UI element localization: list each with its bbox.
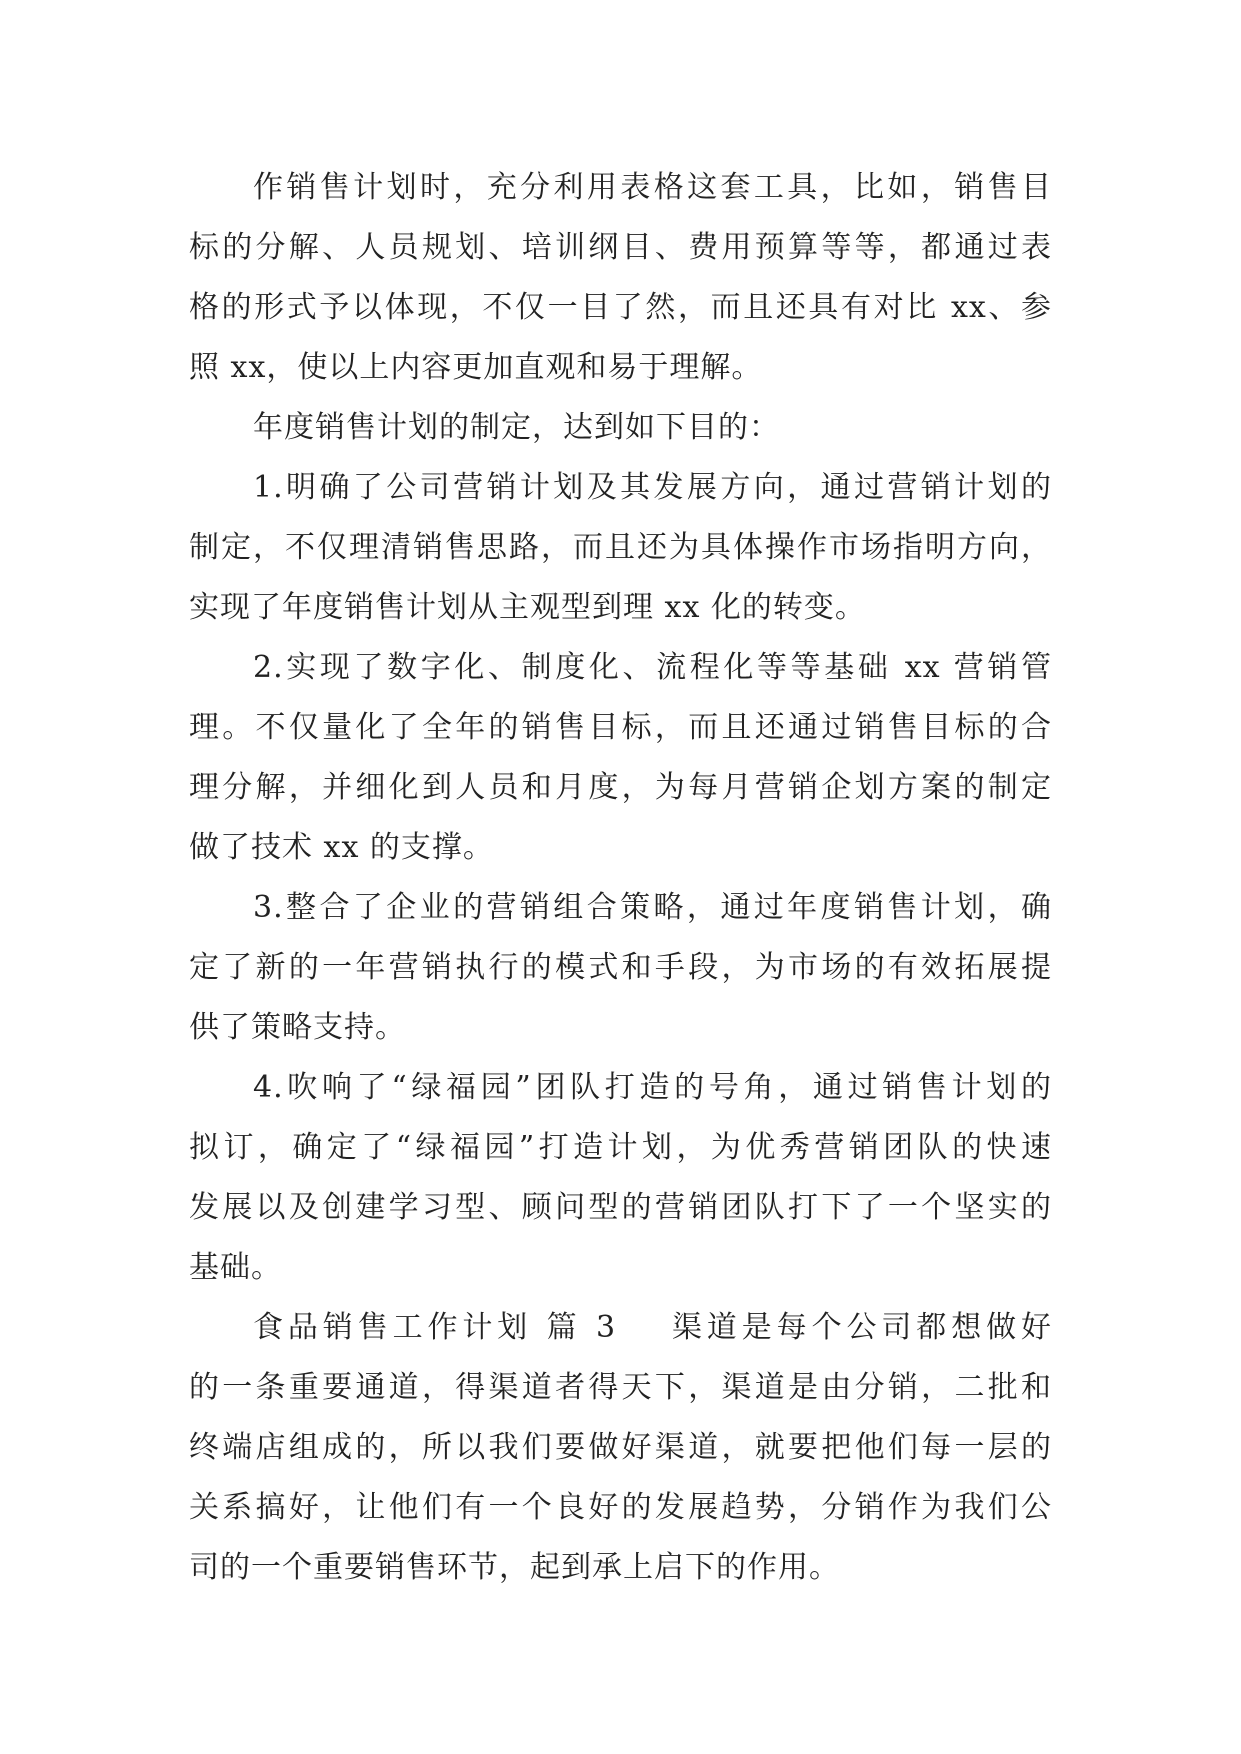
paragraph-line: 定了新的一年营销执行的模式和手段，为市场的有效拓展提 — [189, 950, 1052, 985]
paragraph-line: 照 xx，使以上内容更加直观和易于理解。 — [189, 350, 763, 385]
paragraph-line: 关系搞好，让他们有一个良好的发展趋势，分销作为我们公 — [189, 1490, 1052, 1525]
paragraph — [189, 158, 1052, 398]
paragraph-line: 2.实现了数字化、制度化、流程化等等基础 xx 营销管 — [253, 650, 1052, 685]
paragraph-line: 作销售计划时，充分利用表格这套工具，比如，销售目 — [253, 170, 1052, 205]
paragraph — [189, 398, 1052, 458]
paragraph-line: 理。不仅量化了全年的销售目标，而且还通过销售目标的合 — [189, 710, 1052, 745]
numbered-paragraph — [189, 878, 1052, 1058]
paragraph-line: 终端店组成的，所以我们要做好渠道，就要把他们每一层的 — [189, 1430, 1052, 1465]
paragraph-line: 发展以及创建学习型、顾问型的营销团队打下了一个坚实的 — [189, 1190, 1052, 1225]
paragraph-line: 做了技术 xx 的支撑。 — [189, 830, 494, 865]
section-heading-line — [189, 1298, 1052, 1358]
paragraph-line: 1.明确了公司营销计划及其发展方向，通过营销计划的 — [253, 470, 1052, 505]
paragraph-line: 供了策略支持。 — [189, 1010, 406, 1045]
section-heading-tail: 渠道是每个公司都想做好 — [668, 1310, 1052, 1345]
document-body — [189, 158, 1052, 1598]
paragraph-line: 基础。 — [189, 1250, 282, 1285]
paragraph-line: 格的形式予以体现，不仅一目了然，而且还具有对比 xx、参 — [189, 290, 1052, 325]
paragraph-line: 年度销售计划的制定，达到如下目的： — [253, 410, 780, 445]
paragraph-line: 标的分解、人员规划、培训纲目、费用预算等等，都通过表 — [189, 230, 1052, 265]
numbered-paragraph — [189, 458, 1052, 638]
paragraph-line: 司的一个重要销售环节，起到承上启下的作用。 — [189, 1550, 840, 1585]
paragraph-line: 拟订，确定了“绿福园”打造计划，为优秀营销团队的快速 — [189, 1130, 1052, 1165]
paragraph-line: 3.整合了企业的营销组合策略，通过年度销售计划，确 — [253, 890, 1052, 925]
paragraph-line: 实现了年度销售计划从主观型到理 xx 化的转变。 — [189, 590, 866, 625]
paragraph-line: 理分解，并细化到人员和月度，为每月营销企划方案的制定 — [189, 770, 1052, 805]
section-paragraph — [189, 1298, 1052, 1598]
section-heading: 食品销售工作计划 篇 3 — [253, 1310, 617, 1345]
numbered-paragraph — [189, 638, 1052, 878]
paragraph-line: 的一条重要通道，得渠道者得天下，渠道是由分销，二批和 — [189, 1370, 1052, 1405]
paragraph-line: 制定，不仅理清销售思路，而且还为具体操作市场指明方向， — [189, 530, 1052, 565]
numbered-paragraph — [189, 1058, 1052, 1298]
paragraph-line: 4.吹响了“绿福园”团队打造的号角，通过销售计划的 — [253, 1070, 1052, 1105]
